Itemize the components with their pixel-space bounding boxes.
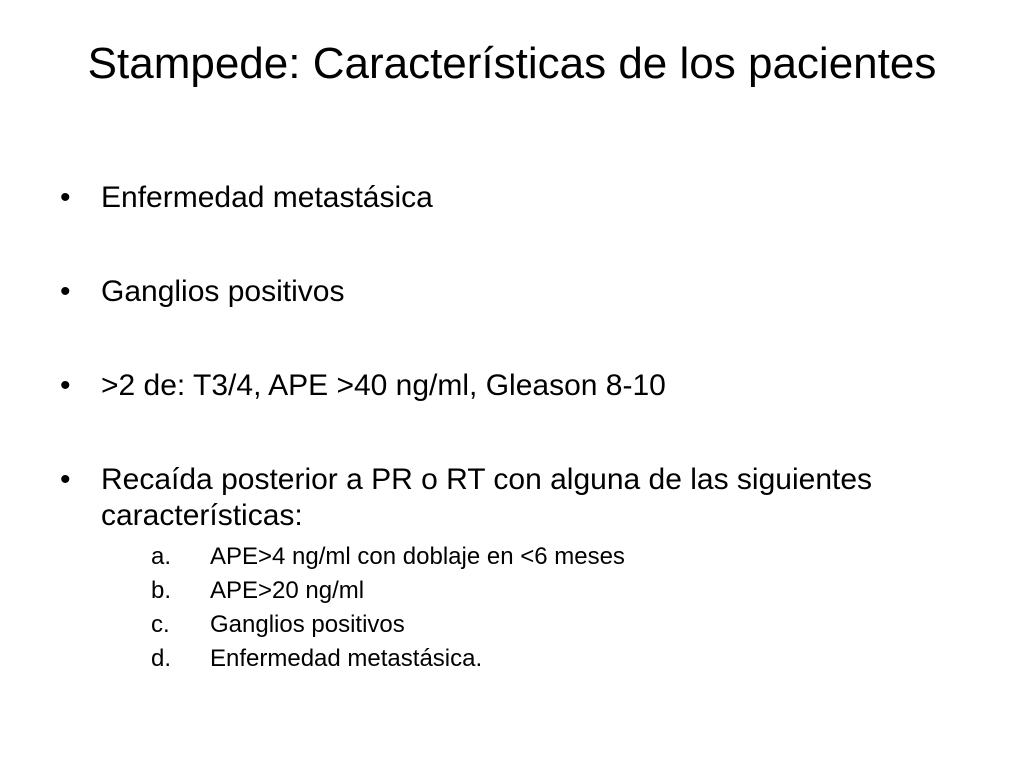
slide-title: Stampede: Características de los pacientes (87, 39, 937, 88)
sub-item-marker: c. (151, 611, 170, 638)
bullet-item: • Enfermedad metastásica (60, 180, 960, 216)
sub-item (101, 574, 960, 608)
sub-item (101, 608, 960, 642)
bullet-item-with-sublist (60, 462, 960, 676)
sub-item-marker: b. (151, 577, 172, 604)
sub-item (101, 642, 960, 676)
bullet-item: • >2 de: T3/4, APE >40 ng/ml, Gleason 8-10 (60, 368, 960, 404)
bullet-list (60, 180, 960, 676)
bullet-text: Recaída posterior a PR o RT con alguna de las siguientes características: (101, 463, 873, 532)
sub-item-text: APE>20 ng/ml (210, 577, 365, 604)
sub-item-marker: d. (151, 645, 172, 672)
sub-item-marker: a. (151, 543, 172, 570)
sub-item-text: Ganglios positivos (210, 611, 405, 638)
sub-item (101, 540, 960, 574)
sub-list (101, 540, 960, 676)
sub-item-text: Enfermedad metastásica. (210, 645, 483, 672)
bullet-item: • Ganglios positivos (60, 274, 960, 310)
sub-item-text: APE>4 ng/ml con doblaje en <6 meses (210, 543, 625, 570)
